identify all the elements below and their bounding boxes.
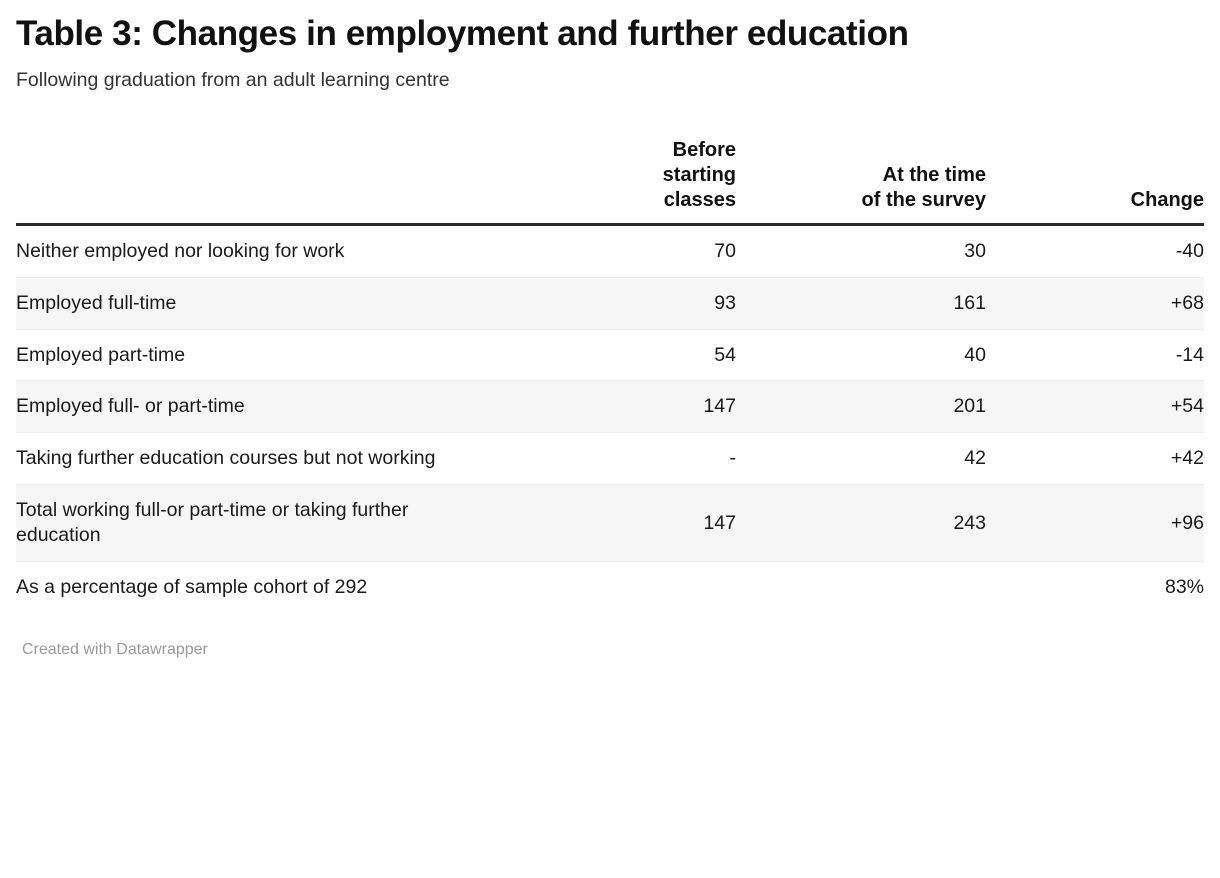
row-label: Employed part-time bbox=[16, 329, 486, 381]
table-row bbox=[16, 562, 1204, 613]
cell-change: -14 bbox=[986, 329, 1204, 381]
cell-change: +96 bbox=[986, 485, 1204, 562]
attribution-footer: Created with Datawrapper bbox=[22, 641, 208, 659]
table-row bbox=[16, 485, 1204, 562]
cell-change: -40 bbox=[986, 224, 1204, 277]
column-header-before-starting-classes: Before starting classes bbox=[662, 138, 736, 211]
column-header-change: Change bbox=[1130, 188, 1204, 211]
table-header bbox=[16, 138, 1204, 225]
row-label: Taking further education courses but not working bbox=[16, 433, 486, 485]
cell-before: 147 bbox=[486, 485, 736, 562]
table-row bbox=[16, 277, 1204, 329]
table-row bbox=[16, 224, 1204, 277]
cell-before: - bbox=[486, 433, 736, 485]
cell-change: +42 bbox=[986, 433, 1204, 485]
row-label: Total working full-or part-time or taking further education bbox=[16, 485, 486, 562]
page-title: Table 3: Changes in employment and further education bbox=[16, 14, 909, 53]
cell-before: 54 bbox=[486, 329, 736, 381]
data-table bbox=[16, 138, 1204, 614]
table-row bbox=[16, 329, 1204, 381]
cell-before: 147 bbox=[486, 381, 736, 433]
row-label: Employed full- or part-time bbox=[16, 381, 486, 433]
table-row bbox=[16, 381, 1204, 433]
cell-at-survey: 201 bbox=[736, 381, 986, 433]
cell-at-survey: 30 bbox=[736, 224, 986, 277]
table-header-row bbox=[16, 138, 1204, 225]
cell-at-survey: 40 bbox=[736, 329, 986, 381]
cell-at-survey: 243 bbox=[736, 485, 986, 562]
cell-change: 83% bbox=[1164, 576, 1204, 599]
column-header-at-time-of-survey: At the time of the survey bbox=[861, 163, 986, 211]
cell-change: +68 bbox=[986, 277, 1204, 329]
table-body bbox=[16, 224, 1204, 613]
cell-at-survey: 42 bbox=[736, 433, 986, 485]
page-subtitle: Following graduation from an adult learning centre bbox=[16, 69, 450, 92]
cell-before: 93 bbox=[486, 277, 736, 329]
row-label: Employed full-time bbox=[16, 277, 486, 329]
table-row bbox=[16, 433, 1204, 485]
row-label: Neither employed nor looking for work bbox=[16, 224, 486, 277]
cell-before: 70 bbox=[486, 224, 736, 277]
column-header-label bbox=[16, 138, 486, 225]
cell-at-survey bbox=[736, 562, 986, 613]
cell-at-survey: 161 bbox=[736, 277, 986, 329]
cell-before bbox=[486, 562, 736, 613]
row-label: As a percentage of sample cohort of 292 bbox=[16, 576, 368, 599]
cell-change: +54 bbox=[986, 381, 1204, 433]
